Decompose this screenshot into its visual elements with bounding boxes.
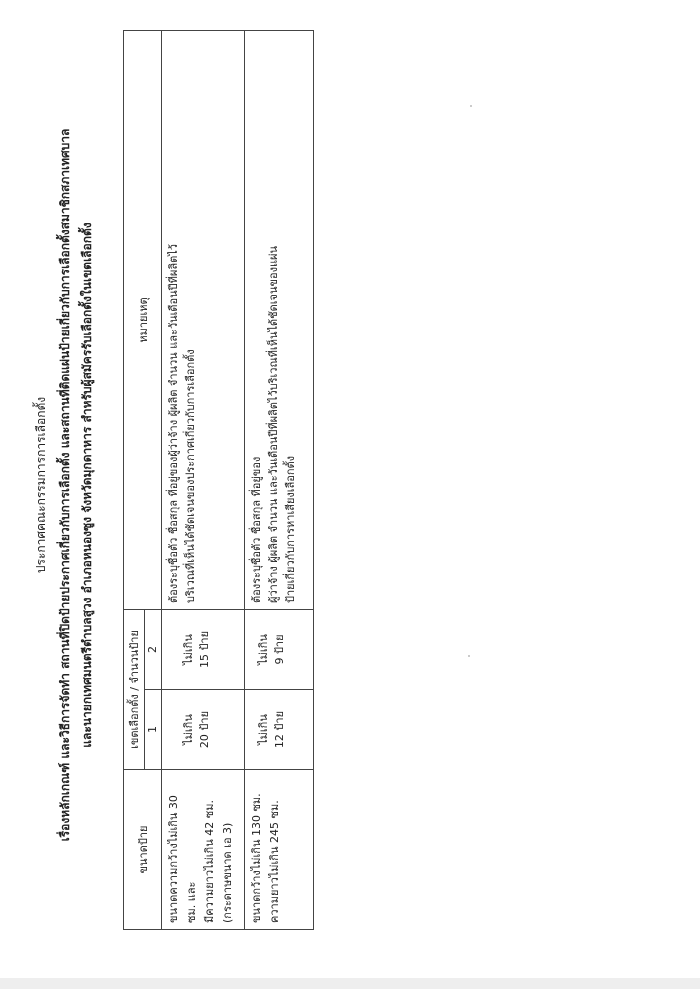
header-zone: เขตเลือกตั้ง / จำนวนป้าย (124, 609, 145, 769)
count-line: 9 ป้าย (273, 634, 286, 665)
scan-edge (0, 978, 700, 989)
size-cell (162, 770, 245, 930)
count-line: ไม่เกิน (182, 634, 195, 665)
remark-line: ต้องระบุชื่อตัว ชื่อสกุล ที่อยู่ของ (250, 456, 263, 603)
count-line: 20 ป้าย (198, 710, 211, 749)
table-row (245, 31, 314, 930)
zone2-count-cell (162, 609, 245, 689)
size-line: ขนาดความกว้างไม่เกิน 30 ซม. และ (167, 795, 198, 923)
announcement-header (20, 10, 115, 960)
size-line: ขนาดกว้างไม่เกิน 130 ซม. (250, 793, 263, 923)
header-zone-1: 1 (145, 690, 162, 770)
header-line-3: และนายกเทศมนตรีตำบลสูวง อำเภอหนองซูง จังหวัดมุกดาหาร สำหรับผู้สมัครรับเลือกตั้งในเขตเลือกตั้ง (80, 222, 94, 748)
remark-line: ผู้ว่าจ้าง ผู้ผลิต จำนวน และวันเดือนปีที่ผลิตไว้บริเวณที่เห็นได้ชัดเจนของแผ่น (267, 245, 280, 603)
table-header-row (124, 31, 145, 930)
count-line: 15 ป้าย (198, 630, 211, 669)
count-line: 12 ป้าย (273, 710, 286, 749)
header-line-2: เรื่องหลักเกณฑ์ และวิธีการจัดทำ สถานที่ปิดป้ายประกาศเกี่ยวกับการเลือกตั้ง และสถานที่ติดแผ่นป้ายเกี่ยวกับการเลือกตั้งสมาชิกสภาเทศบาล (58, 128, 72, 842)
header-remark: หมายเหตุ (124, 31, 162, 610)
header-zone-2: 2 (145, 609, 162, 689)
sign-size-table (123, 30, 314, 930)
zone1-count-cell (245, 690, 314, 770)
rotated-content (20, 10, 310, 960)
count-line: ไม่เกิน (257, 714, 270, 745)
header-line-1: ประกาศคณะกรรมการการเลือกตั้ง (34, 396, 48, 574)
remark-cell (162, 31, 245, 610)
size-line: (กระดาษขนาด เอ 3) (221, 822, 234, 923)
count-line: ไม่เกิน (257, 634, 270, 665)
zone2-count-cell (245, 609, 314, 689)
size-line: ความยาวไม่เกิน 245 ซม. (268, 800, 281, 923)
remark-line: ป้ายเกี่ยวกับการหาเสียงเลือกตั้ง (284, 455, 297, 603)
remark-line: ต้องระบุชื่อตัว ชื่อสกุล ที่อยู่ของผู้ว่าจ้าง ผู้ผลิต จำนวน และวันเดือนปีที่ผลิตไว้ (167, 244, 180, 603)
scan-speck (470, 105, 472, 107)
table-row (162, 31, 245, 930)
remark-line: บริเวณที่เห็นได้ชัดเจนของประกาศเกี่ยวกับการเลือกตั้ง (184, 349, 197, 603)
size-cell (245, 770, 314, 930)
count-line: ไม่เกิน (182, 714, 195, 745)
size-line: มีความยาวไม่เกิน 42 ซม. (203, 800, 216, 923)
remark-cell (245, 31, 314, 610)
scan-speck (468, 655, 470, 657)
zone1-count-cell (162, 690, 245, 770)
header-size: ขนาดป้าย (124, 770, 162, 930)
